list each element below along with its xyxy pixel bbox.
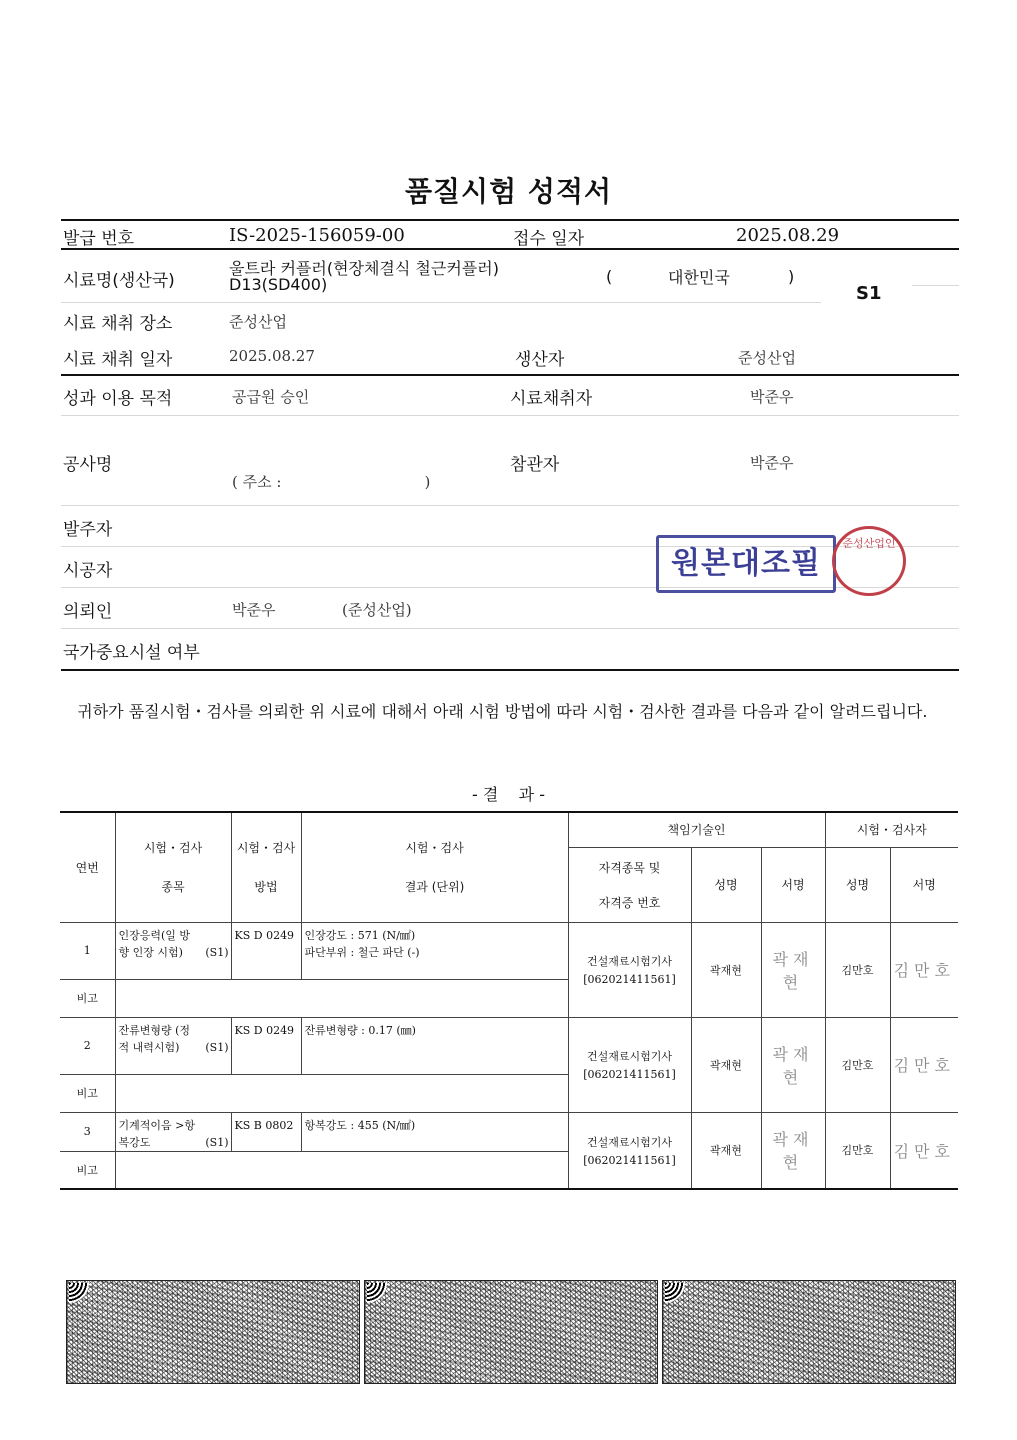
row-license: [062021411561]: [583, 973, 676, 986]
header-method-bottom: 방법: [254, 880, 278, 895]
header-tester-sign: 서명: [890, 847, 958, 922]
client-company: (준성산업): [342, 601, 412, 619]
row-tester-signature: 김만호: [890, 922, 958, 1017]
header-result-top: 시험・검사: [405, 841, 464, 856]
row-item: [115, 1017, 231, 1074]
sampling-date-label: 시료 채취 일자: [63, 350, 173, 370]
row-tester-signature: 김만호: [890, 1017, 958, 1112]
divider: [61, 302, 821, 303]
verification-code-image: [66, 1280, 360, 1384]
row-sample: (S1): [205, 945, 229, 959]
sampling-place: 준성산업: [229, 313, 287, 331]
row-result: 인장강도 : 571 (N/㎟) 파단부위 : 철근 파단 (-): [301, 922, 568, 979]
header-tech-sign: 서명: [761, 847, 825, 922]
company-seal: 준성산업인: [832, 526, 906, 596]
header-method: [231, 812, 301, 922]
row-qualification: [568, 922, 691, 1017]
verification-code-image: [364, 1280, 658, 1384]
row-item-text: 인장응력(일 방향 인장 시험): [118, 928, 191, 959]
client-label: 의뢰인: [63, 602, 113, 622]
row-tech-name: 곽재현: [691, 1112, 761, 1189]
original-copy-stamp: 원본대조필: [656, 535, 836, 593]
country: 대한민국: [668, 268, 730, 287]
divider: [61, 505, 959, 506]
producer-label: 생산자: [515, 350, 565, 370]
row-no: 3: [60, 1112, 115, 1151]
divider: [61, 628, 959, 629]
row-qual-text: 건설재료시험기사: [586, 1135, 672, 1149]
row-remark: [115, 1074, 568, 1112]
purpose: 공급원 승인: [232, 388, 310, 406]
row-sample: (S1): [205, 1040, 229, 1054]
receipt-date: 2025.08.29: [736, 225, 840, 246]
address: ( 주소 : ): [232, 473, 431, 491]
page-title: 품질시험 성적서: [404, 175, 613, 208]
notice-text: [62, 702, 957, 721]
row-method: KS D 0249: [231, 922, 301, 979]
divider: [61, 219, 959, 221]
issue-no-label: 발급 번호: [63, 229, 135, 249]
row-no: 1: [60, 922, 115, 979]
issue-no: IS-2025-156059-00: [229, 225, 405, 246]
row-tester-name: 김만호: [825, 922, 890, 1017]
header-no: 연번: [60, 812, 115, 922]
row-qual-text: 건설재료시험기사: [586, 1050, 672, 1063]
divider: [61, 248, 959, 250]
purpose-label: 성과 이용 목적: [63, 389, 173, 409]
row-no: 2: [60, 1017, 115, 1074]
row-remark-label: 비고: [60, 1074, 115, 1112]
row-sample: (S1): [205, 1135, 229, 1149]
row-qualification: [568, 1017, 691, 1112]
row-tech-name: 곽재현: [691, 922, 761, 1017]
row-result: 항복강도 : 455 (N/㎟): [301, 1112, 568, 1151]
row-method: KS D 0249: [231, 1017, 301, 1074]
row-method: KS B 0802: [231, 1112, 301, 1151]
sampling-date: 2025.08.27: [229, 347, 315, 365]
header-item-bottom: 종목: [161, 880, 185, 895]
sampler-label: 시료채취자: [510, 389, 593, 409]
row-item: [115, 922, 231, 979]
header-item: [115, 812, 231, 922]
row-qualification: [568, 1112, 691, 1189]
project-label: 공사명: [63, 455, 113, 475]
row-tech-signature: 곽재현: [761, 922, 825, 1017]
constructor-label: 시공자: [63, 561, 113, 581]
row-tech-name: 곽재현: [691, 1017, 761, 1112]
divider: [61, 374, 959, 376]
row-item-text: 잔류변형량 (정적 내력시험): [118, 1023, 191, 1054]
header-tester-group: 시험・검사자: [825, 812, 958, 847]
header-item-top: 시험・검사: [143, 841, 203, 856]
divider: [912, 285, 959, 286]
row-tester-name: 김만호: [825, 1017, 890, 1112]
receipt-date-label: 접수 일자: [513, 229, 585, 249]
notice-body: 귀하가 품질시험・검사를 의뢰한 위 시료에 대해서 아래 시험 방법에 따라 시험・검사한 결과를 다음과 같이 알려드립니다.: [77, 702, 928, 721]
header-tech-name: 성명: [691, 847, 761, 922]
header-qual-bottom: 자격증 번호: [598, 895, 661, 910]
sampler: 박준우: [750, 388, 794, 406]
producer: 준성산업: [738, 349, 796, 367]
header-result: [301, 812, 568, 922]
row-tester-signature: 김만호: [890, 1112, 958, 1189]
row-remark-label: 비고: [60, 979, 115, 1017]
country-open: (: [606, 267, 613, 286]
row-item-text: 기계적이음 >항복강도: [118, 1118, 195, 1149]
sample-name-label: 시료명(생산국): [63, 271, 175, 291]
sample-name-line2: D13(SD400): [229, 275, 328, 294]
results-title: - 결 과 -: [472, 785, 545, 804]
header-method-top: 시험・검사: [236, 841, 296, 856]
client-name: 박준우: [232, 601, 276, 619]
row-item: [115, 1112, 231, 1151]
row-qual-text: 건설재료시험기사: [586, 955, 672, 968]
header-qual-top: 자격종목 및: [598, 860, 661, 875]
header-qualification: [568, 847, 691, 922]
results-table: [60, 811, 958, 1190]
row-remark-label: 비고: [60, 1151, 115, 1189]
verification-code-image: [662, 1280, 956, 1384]
country-close: ): [788, 267, 795, 286]
row-result: 잔류변형량 : 0.17 (㎜): [301, 1017, 568, 1074]
divider: [61, 415, 959, 416]
row-license: [062021411561]: [583, 1068, 676, 1081]
sampling-place-label: 시료 채취 장소: [63, 314, 173, 334]
orderer-label: 발주자: [63, 520, 113, 540]
divider: [61, 669, 959, 671]
row-remark: [115, 1151, 568, 1189]
row-tech-signature: 곽재현: [761, 1017, 825, 1112]
observer: 박준우: [750, 454, 794, 472]
row-tester-name: 김만호: [825, 1112, 890, 1189]
header-tech-group: 책임기술인: [568, 812, 825, 847]
table-row: [60, 922, 958, 979]
row-tech-signature: 곽재현: [761, 1112, 825, 1189]
table-row: [60, 1017, 958, 1074]
observer-label: 참관자: [510, 455, 560, 475]
header-result-bottom: 결과 (단위): [404, 880, 465, 895]
national-facility-label: 국가중요시설 여부: [63, 643, 200, 663]
row-license: [062021411561]: [583, 1153, 676, 1167]
header-tester-name: 성명: [825, 847, 890, 922]
sample-code: S1: [856, 283, 882, 304]
row-remark: [115, 979, 568, 1017]
table-row: [60, 1112, 958, 1151]
sample-name-line1: 울트라 커플러(현장체결식 철근커플러): [229, 259, 499, 278]
